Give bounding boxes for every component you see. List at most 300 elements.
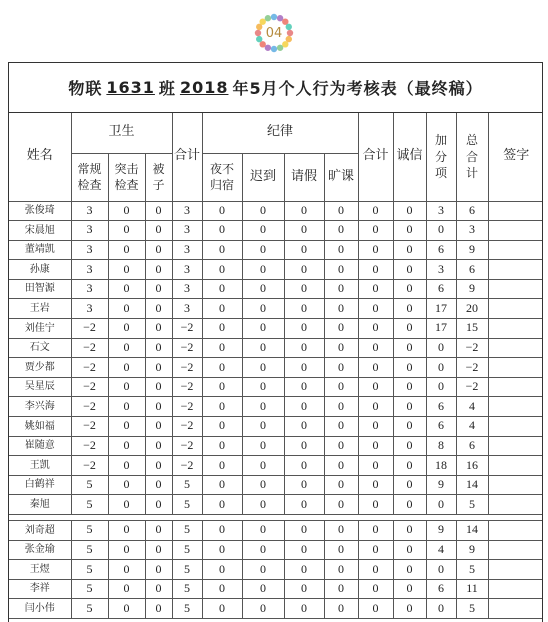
table-row bbox=[9, 201, 543, 221]
cell-hygiene-total: −2 bbox=[172, 338, 202, 358]
cell-routine-check: 3 bbox=[71, 240, 108, 260]
title-prefix: 物联 bbox=[68, 79, 103, 98]
table-row bbox=[9, 521, 543, 541]
cell-truancy: 0 bbox=[324, 260, 358, 280]
cell-spot-check: 0 bbox=[108, 579, 145, 599]
table-row bbox=[9, 456, 543, 476]
cell-integrity: 0 bbox=[393, 319, 426, 339]
cell-grand-total: 14 bbox=[456, 475, 488, 495]
cell-leave: 0 bbox=[284, 240, 324, 260]
cell-spot-check: 0 bbox=[108, 521, 145, 541]
cell-leave: 0 bbox=[284, 201, 324, 221]
cell-leave: 0 bbox=[284, 417, 324, 437]
cell-spot-check: 0 bbox=[108, 397, 145, 417]
cell-night-absence: 0 bbox=[202, 299, 242, 319]
cell-routine-check: 5 bbox=[71, 521, 108, 541]
cell-discipline-total: 0 bbox=[358, 417, 393, 437]
cell-hygiene-total: 3 bbox=[172, 201, 202, 221]
cell-leave: 0 bbox=[284, 521, 324, 541]
cell-night-absence: 0 bbox=[202, 456, 242, 476]
cell-grand-total: 20 bbox=[456, 299, 488, 319]
cell-name: 孙康 bbox=[9, 260, 71, 280]
cell-truancy: 0 bbox=[324, 201, 358, 221]
cell-discipline-total: 0 bbox=[358, 201, 393, 221]
cell-hygiene-total: −2 bbox=[172, 397, 202, 417]
cell-signature bbox=[488, 417, 543, 437]
cell-signature bbox=[488, 521, 543, 541]
cell-name: 刘佳宁 bbox=[9, 319, 71, 339]
table-row bbox=[9, 240, 543, 260]
cell-quilt: 0 bbox=[145, 221, 172, 241]
table-body bbox=[9, 201, 543, 618]
cell-discipline-total: 0 bbox=[358, 560, 393, 580]
cell-night-absence: 0 bbox=[202, 221, 242, 241]
cell-integrity: 0 bbox=[393, 475, 426, 495]
cell-night-absence: 0 bbox=[202, 579, 242, 599]
cell-late: 0 bbox=[242, 397, 284, 417]
cell-truancy: 0 bbox=[324, 495, 358, 515]
cell-late: 0 bbox=[242, 338, 284, 358]
cell-night-absence: 0 bbox=[202, 319, 242, 339]
cell-signature bbox=[488, 201, 543, 221]
cell-quilt: 0 bbox=[145, 475, 172, 495]
cell-routine-check: 5 bbox=[71, 599, 108, 619]
cell-late: 0 bbox=[242, 579, 284, 599]
header-routine-check: 常规 检查 bbox=[71, 153, 108, 201]
cell-hygiene-total: 5 bbox=[172, 540, 202, 560]
cell-night-absence: 0 bbox=[202, 560, 242, 580]
cell-truancy: 0 bbox=[324, 319, 358, 339]
cell-truancy: 0 bbox=[324, 475, 358, 495]
cell-signature bbox=[488, 397, 543, 417]
cell-grand-total: 6 bbox=[456, 260, 488, 280]
table-row bbox=[9, 299, 543, 319]
cell-leave: 0 bbox=[284, 260, 324, 280]
table-row bbox=[9, 319, 543, 339]
cell-bonus: 6 bbox=[426, 397, 456, 417]
title-year: 2018 bbox=[179, 78, 229, 97]
cell-integrity: 0 bbox=[393, 436, 426, 456]
cell-name: 张金瑜 bbox=[9, 540, 71, 560]
cell-night-absence: 0 bbox=[202, 475, 242, 495]
cell-quilt: 0 bbox=[145, 540, 172, 560]
cell-hygiene-total: 5 bbox=[172, 560, 202, 580]
cell-night-absence: 0 bbox=[202, 279, 242, 299]
header-grand-total: 总 合 计 bbox=[456, 113, 488, 201]
cell-signature bbox=[488, 599, 543, 619]
cell-integrity: 0 bbox=[393, 495, 426, 515]
cell-routine-check: 3 bbox=[71, 201, 108, 221]
cell-quilt: 0 bbox=[145, 260, 172, 280]
cell-night-absence: 0 bbox=[202, 338, 242, 358]
cell-truancy: 0 bbox=[324, 417, 358, 437]
cell-hygiene-total: −2 bbox=[172, 417, 202, 437]
cell-integrity: 0 bbox=[393, 579, 426, 599]
cell-hygiene-total: 3 bbox=[172, 260, 202, 280]
cell-signature bbox=[488, 240, 543, 260]
cell-quilt: 0 bbox=[145, 560, 172, 580]
cell-spot-check: 0 bbox=[108, 358, 145, 378]
cell-bonus: 0 bbox=[426, 377, 456, 397]
table-row bbox=[9, 377, 543, 397]
cell-grand-total: −2 bbox=[456, 377, 488, 397]
cell-truancy: 0 bbox=[324, 599, 358, 619]
cell-truancy: 0 bbox=[324, 456, 358, 476]
cell-leave: 0 bbox=[284, 279, 324, 299]
cell-bonus: 0 bbox=[426, 560, 456, 580]
cell-grand-total: 11 bbox=[456, 579, 488, 599]
cell-hygiene-total: −2 bbox=[172, 377, 202, 397]
cell-quilt: 0 bbox=[145, 338, 172, 358]
cell-grand-total: 5 bbox=[456, 599, 488, 619]
cell-name: 贾少都 bbox=[9, 358, 71, 378]
cell-grand-total: 16 bbox=[456, 456, 488, 476]
cell-night-absence: 0 bbox=[202, 377, 242, 397]
cell-leave: 0 bbox=[284, 358, 324, 378]
cell-integrity: 0 bbox=[393, 358, 426, 378]
cell-night-absence: 0 bbox=[202, 260, 242, 280]
cell-truancy: 0 bbox=[324, 377, 358, 397]
cell-leave: 0 bbox=[284, 397, 324, 417]
table-row bbox=[9, 540, 543, 560]
cell-routine-check: 5 bbox=[71, 560, 108, 580]
cell-hygiene-total: 3 bbox=[172, 279, 202, 299]
header-spot-check: 突击 检查 bbox=[108, 153, 145, 201]
cell-late: 0 bbox=[242, 560, 284, 580]
cell-bonus: 3 bbox=[426, 201, 456, 221]
cell-bonus: 18 bbox=[426, 456, 456, 476]
header-discipline: 纪律 bbox=[202, 113, 358, 153]
cell-spot-check: 0 bbox=[108, 599, 145, 619]
cell-spot-check: 0 bbox=[108, 260, 145, 280]
cell-name: 田智源 bbox=[9, 279, 71, 299]
cell-truancy: 0 bbox=[324, 358, 358, 378]
header-night-absence: 夜不 归宿 bbox=[202, 153, 242, 201]
table-row bbox=[9, 560, 543, 580]
cell-discipline-total: 0 bbox=[358, 240, 393, 260]
cell-discipline-total: 0 bbox=[358, 260, 393, 280]
header-name: 姓名 bbox=[9, 113, 71, 201]
cell-truancy: 0 bbox=[324, 279, 358, 299]
cell-late: 0 bbox=[242, 540, 284, 560]
cell-truancy: 0 bbox=[324, 221, 358, 241]
cell-bonus: 0 bbox=[426, 338, 456, 358]
cell-grand-total: 6 bbox=[456, 436, 488, 456]
cell-grand-total: 5 bbox=[456, 495, 488, 515]
cell-truancy: 0 bbox=[324, 299, 358, 319]
cell-name: 王煜 bbox=[9, 560, 71, 580]
cell-bonus: 4 bbox=[426, 540, 456, 560]
cell-name: 白鹤祥 bbox=[9, 475, 71, 495]
cell-discipline-total: 0 bbox=[358, 495, 393, 515]
cell-leave: 0 bbox=[284, 299, 324, 319]
cell-truancy: 0 bbox=[324, 560, 358, 580]
table-row bbox=[9, 279, 543, 299]
cell-quilt: 0 bbox=[145, 579, 172, 599]
cell-grand-total: −2 bbox=[456, 358, 488, 378]
cell-routine-check: −2 bbox=[71, 417, 108, 437]
cell-grand-total: −2 bbox=[456, 338, 488, 358]
cell-name: 秦旭 bbox=[9, 495, 71, 515]
table-row bbox=[9, 436, 543, 456]
header-discipline-total: 合计 bbox=[358, 113, 393, 201]
table-row bbox=[9, 397, 543, 417]
cell-leave: 0 bbox=[284, 579, 324, 599]
cell-night-absence: 0 bbox=[202, 397, 242, 417]
cell-routine-check: 5 bbox=[71, 540, 108, 560]
cell-signature bbox=[488, 338, 543, 358]
cell-signature bbox=[488, 436, 543, 456]
cell-late: 0 bbox=[242, 475, 284, 495]
cell-routine-check: 3 bbox=[71, 299, 108, 319]
header-hygiene: 卫生 bbox=[71, 113, 172, 153]
cell-integrity: 0 bbox=[393, 299, 426, 319]
cell-grand-total: 15 bbox=[456, 319, 488, 339]
cell-late: 0 bbox=[242, 495, 284, 515]
cell-late: 0 bbox=[242, 240, 284, 260]
cell-routine-check: −2 bbox=[71, 397, 108, 417]
header-integrity: 诚信 bbox=[393, 113, 426, 201]
cell-late: 0 bbox=[242, 436, 284, 456]
cell-name: 崔随意 bbox=[9, 436, 71, 456]
cell-late: 0 bbox=[242, 319, 284, 339]
cell-name: 宋晨旭 bbox=[9, 221, 71, 241]
cell-spot-check: 0 bbox=[108, 475, 145, 495]
cell-integrity: 0 bbox=[393, 260, 426, 280]
cell-routine-check: 5 bbox=[71, 495, 108, 515]
cell-night-absence: 0 bbox=[202, 201, 242, 221]
cell-bonus: 0 bbox=[426, 495, 456, 515]
cell-discipline-total: 0 bbox=[358, 279, 393, 299]
cell-discipline-total: 0 bbox=[358, 521, 393, 541]
cell-signature bbox=[488, 495, 543, 515]
cell-spot-check: 0 bbox=[108, 495, 145, 515]
cell-discipline-total: 0 bbox=[358, 475, 393, 495]
cell-quilt: 0 bbox=[145, 521, 172, 541]
cell-leave: 0 bbox=[284, 540, 324, 560]
table-row bbox=[9, 260, 543, 280]
cell-leave: 0 bbox=[284, 338, 324, 358]
cell-name: 吴星辰 bbox=[9, 377, 71, 397]
cell-spot-check: 0 bbox=[108, 338, 145, 358]
cell-discipline-total: 0 bbox=[358, 299, 393, 319]
cell-integrity: 0 bbox=[393, 279, 426, 299]
table-row bbox=[9, 599, 543, 619]
cell-name: 刘奇超 bbox=[9, 521, 71, 541]
document-title bbox=[9, 63, 542, 113]
cell-hygiene-total: −2 bbox=[172, 456, 202, 476]
cell-truancy: 0 bbox=[324, 579, 358, 599]
cell-grand-total: 4 bbox=[456, 397, 488, 417]
cell-quilt: 0 bbox=[145, 279, 172, 299]
cell-quilt: 0 bbox=[145, 495, 172, 515]
cell-hygiene-total: −2 bbox=[172, 358, 202, 378]
cell-bonus: 6 bbox=[426, 240, 456, 260]
title-class-word: 班 bbox=[158, 79, 176, 98]
cell-night-absence: 0 bbox=[202, 599, 242, 619]
cell-name: 董靖凯 bbox=[9, 240, 71, 260]
cell-late: 0 bbox=[242, 521, 284, 541]
header-hygiene-total: 合计 bbox=[172, 113, 202, 201]
cell-late: 0 bbox=[242, 599, 284, 619]
cell-grand-total: 9 bbox=[456, 240, 488, 260]
cell-signature bbox=[488, 560, 543, 580]
cell-routine-check: 3 bbox=[71, 221, 108, 241]
cell-routine-check: −2 bbox=[71, 456, 108, 476]
cell-routine-check: −2 bbox=[71, 319, 108, 339]
cell-spot-check: 0 bbox=[108, 436, 145, 456]
cell-discipline-total: 0 bbox=[358, 377, 393, 397]
cell-late: 0 bbox=[242, 299, 284, 319]
cell-spot-check: 0 bbox=[108, 377, 145, 397]
cell-spot-check: 0 bbox=[108, 240, 145, 260]
cell-name: 李祥 bbox=[9, 579, 71, 599]
cell-grand-total: 6 bbox=[456, 201, 488, 221]
cell-spot-check: 0 bbox=[108, 456, 145, 476]
cell-routine-check: 3 bbox=[71, 279, 108, 299]
table-row bbox=[9, 338, 543, 358]
cell-signature bbox=[488, 579, 543, 599]
cell-integrity: 0 bbox=[393, 338, 426, 358]
cell-spot-check: 0 bbox=[108, 279, 145, 299]
cell-grand-total: 3 bbox=[456, 221, 488, 241]
cell-bonus: 3 bbox=[426, 260, 456, 280]
table-row bbox=[9, 358, 543, 378]
cell-grand-total: 9 bbox=[456, 279, 488, 299]
cell-late: 0 bbox=[242, 358, 284, 378]
cell-bonus: 0 bbox=[426, 358, 456, 378]
cell-discipline-total: 0 bbox=[358, 358, 393, 378]
cell-hygiene-total: 3 bbox=[172, 221, 202, 241]
cell-late: 0 bbox=[242, 221, 284, 241]
cell-leave: 0 bbox=[284, 475, 324, 495]
cell-signature bbox=[488, 299, 543, 319]
cell-leave: 0 bbox=[284, 377, 324, 397]
cell-routine-check: −2 bbox=[71, 338, 108, 358]
cell-bonus: 0 bbox=[426, 599, 456, 619]
cell-quilt: 0 bbox=[145, 599, 172, 619]
cell-integrity: 0 bbox=[393, 456, 426, 476]
cell-name: 闫小伟 bbox=[9, 599, 71, 619]
cell-hygiene-total: 5 bbox=[172, 495, 202, 515]
cell-night-absence: 0 bbox=[202, 436, 242, 456]
cell-name: 王凯 bbox=[9, 456, 71, 476]
cell-spot-check: 0 bbox=[108, 201, 145, 221]
cell-quilt: 0 bbox=[145, 319, 172, 339]
cell-discipline-total: 0 bbox=[358, 579, 393, 599]
cell-integrity: 0 bbox=[393, 377, 426, 397]
cell-bonus: 8 bbox=[426, 436, 456, 456]
cell-discipline-total: 0 bbox=[358, 338, 393, 358]
cell-hygiene-total: −2 bbox=[172, 319, 202, 339]
cell-signature bbox=[488, 377, 543, 397]
cell-quilt: 0 bbox=[145, 377, 172, 397]
cell-bonus: 9 bbox=[426, 475, 456, 495]
cell-bonus: 9 bbox=[426, 521, 456, 541]
cell-truancy: 0 bbox=[324, 338, 358, 358]
header-quilt: 被 子 bbox=[145, 153, 172, 201]
cell-late: 0 bbox=[242, 201, 284, 221]
cell-hygiene-total: 5 bbox=[172, 521, 202, 541]
cell-routine-check: −2 bbox=[71, 436, 108, 456]
cell-quilt: 0 bbox=[145, 201, 172, 221]
cell-leave: 0 bbox=[284, 319, 324, 339]
cell-integrity: 0 bbox=[393, 540, 426, 560]
cell-routine-check: 5 bbox=[71, 579, 108, 599]
cell-routine-check: −2 bbox=[71, 377, 108, 397]
cell-quilt: 0 bbox=[145, 358, 172, 378]
cell-quilt: 0 bbox=[145, 397, 172, 417]
cell-spot-check: 0 bbox=[108, 540, 145, 560]
page-number-badge bbox=[253, 12, 295, 54]
table-row bbox=[9, 475, 543, 495]
class-number: 1631 bbox=[106, 78, 155, 97]
cell-night-absence: 0 bbox=[202, 240, 242, 260]
cell-name: 张俊琦 bbox=[9, 201, 71, 221]
cell-routine-check: 3 bbox=[71, 260, 108, 280]
cell-quilt: 0 bbox=[145, 436, 172, 456]
assessment-sheet bbox=[8, 62, 543, 622]
cell-leave: 0 bbox=[284, 560, 324, 580]
cell-bonus: 17 bbox=[426, 319, 456, 339]
cell-spot-check: 0 bbox=[108, 560, 145, 580]
header-leave: 请假 bbox=[284, 153, 324, 201]
cell-signature bbox=[488, 319, 543, 339]
cell-integrity: 0 bbox=[393, 560, 426, 580]
cell-bonus: 17 bbox=[426, 299, 456, 319]
cell-late: 0 bbox=[242, 260, 284, 280]
cell-name: 姚如福 bbox=[9, 417, 71, 437]
cell-grand-total: 5 bbox=[456, 560, 488, 580]
cell-discipline-total: 0 bbox=[358, 456, 393, 476]
cell-night-absence: 0 bbox=[202, 540, 242, 560]
cell-discipline-total: 0 bbox=[358, 397, 393, 417]
cell-discipline-total: 0 bbox=[358, 599, 393, 619]
page-number: 04 bbox=[265, 25, 283, 41]
cell-truancy: 0 bbox=[324, 240, 358, 260]
table-row bbox=[9, 221, 543, 241]
cell-late: 0 bbox=[242, 377, 284, 397]
cell-leave: 0 bbox=[284, 599, 324, 619]
cell-signature bbox=[488, 358, 543, 378]
cell-signature bbox=[488, 456, 543, 476]
cell-bonus: 6 bbox=[426, 279, 456, 299]
cell-discipline-total: 0 bbox=[358, 540, 393, 560]
cell-night-absence: 0 bbox=[202, 358, 242, 378]
cell-truancy: 0 bbox=[324, 540, 358, 560]
cell-truancy: 0 bbox=[324, 521, 358, 541]
cell-bonus: 6 bbox=[426, 417, 456, 437]
cell-spot-check: 0 bbox=[108, 319, 145, 339]
cell-leave: 0 bbox=[284, 495, 324, 515]
cell-grand-total: 4 bbox=[456, 417, 488, 437]
title-suffix: 年5月个人行为考核表（最终稿） bbox=[232, 79, 483, 98]
cell-signature bbox=[488, 279, 543, 299]
table-row bbox=[9, 579, 543, 599]
cell-bonus: 6 bbox=[426, 579, 456, 599]
cell-leave: 0 bbox=[284, 221, 324, 241]
cell-truancy: 0 bbox=[324, 436, 358, 456]
cell-late: 0 bbox=[242, 279, 284, 299]
cell-spot-check: 0 bbox=[108, 299, 145, 319]
cell-signature bbox=[488, 540, 543, 560]
cell-hygiene-total: 3 bbox=[172, 240, 202, 260]
cell-integrity: 0 bbox=[393, 201, 426, 221]
cell-hygiene-total: 5 bbox=[172, 599, 202, 619]
cell-integrity: 0 bbox=[393, 397, 426, 417]
table-row bbox=[9, 495, 543, 515]
cell-hygiene-total: 5 bbox=[172, 579, 202, 599]
